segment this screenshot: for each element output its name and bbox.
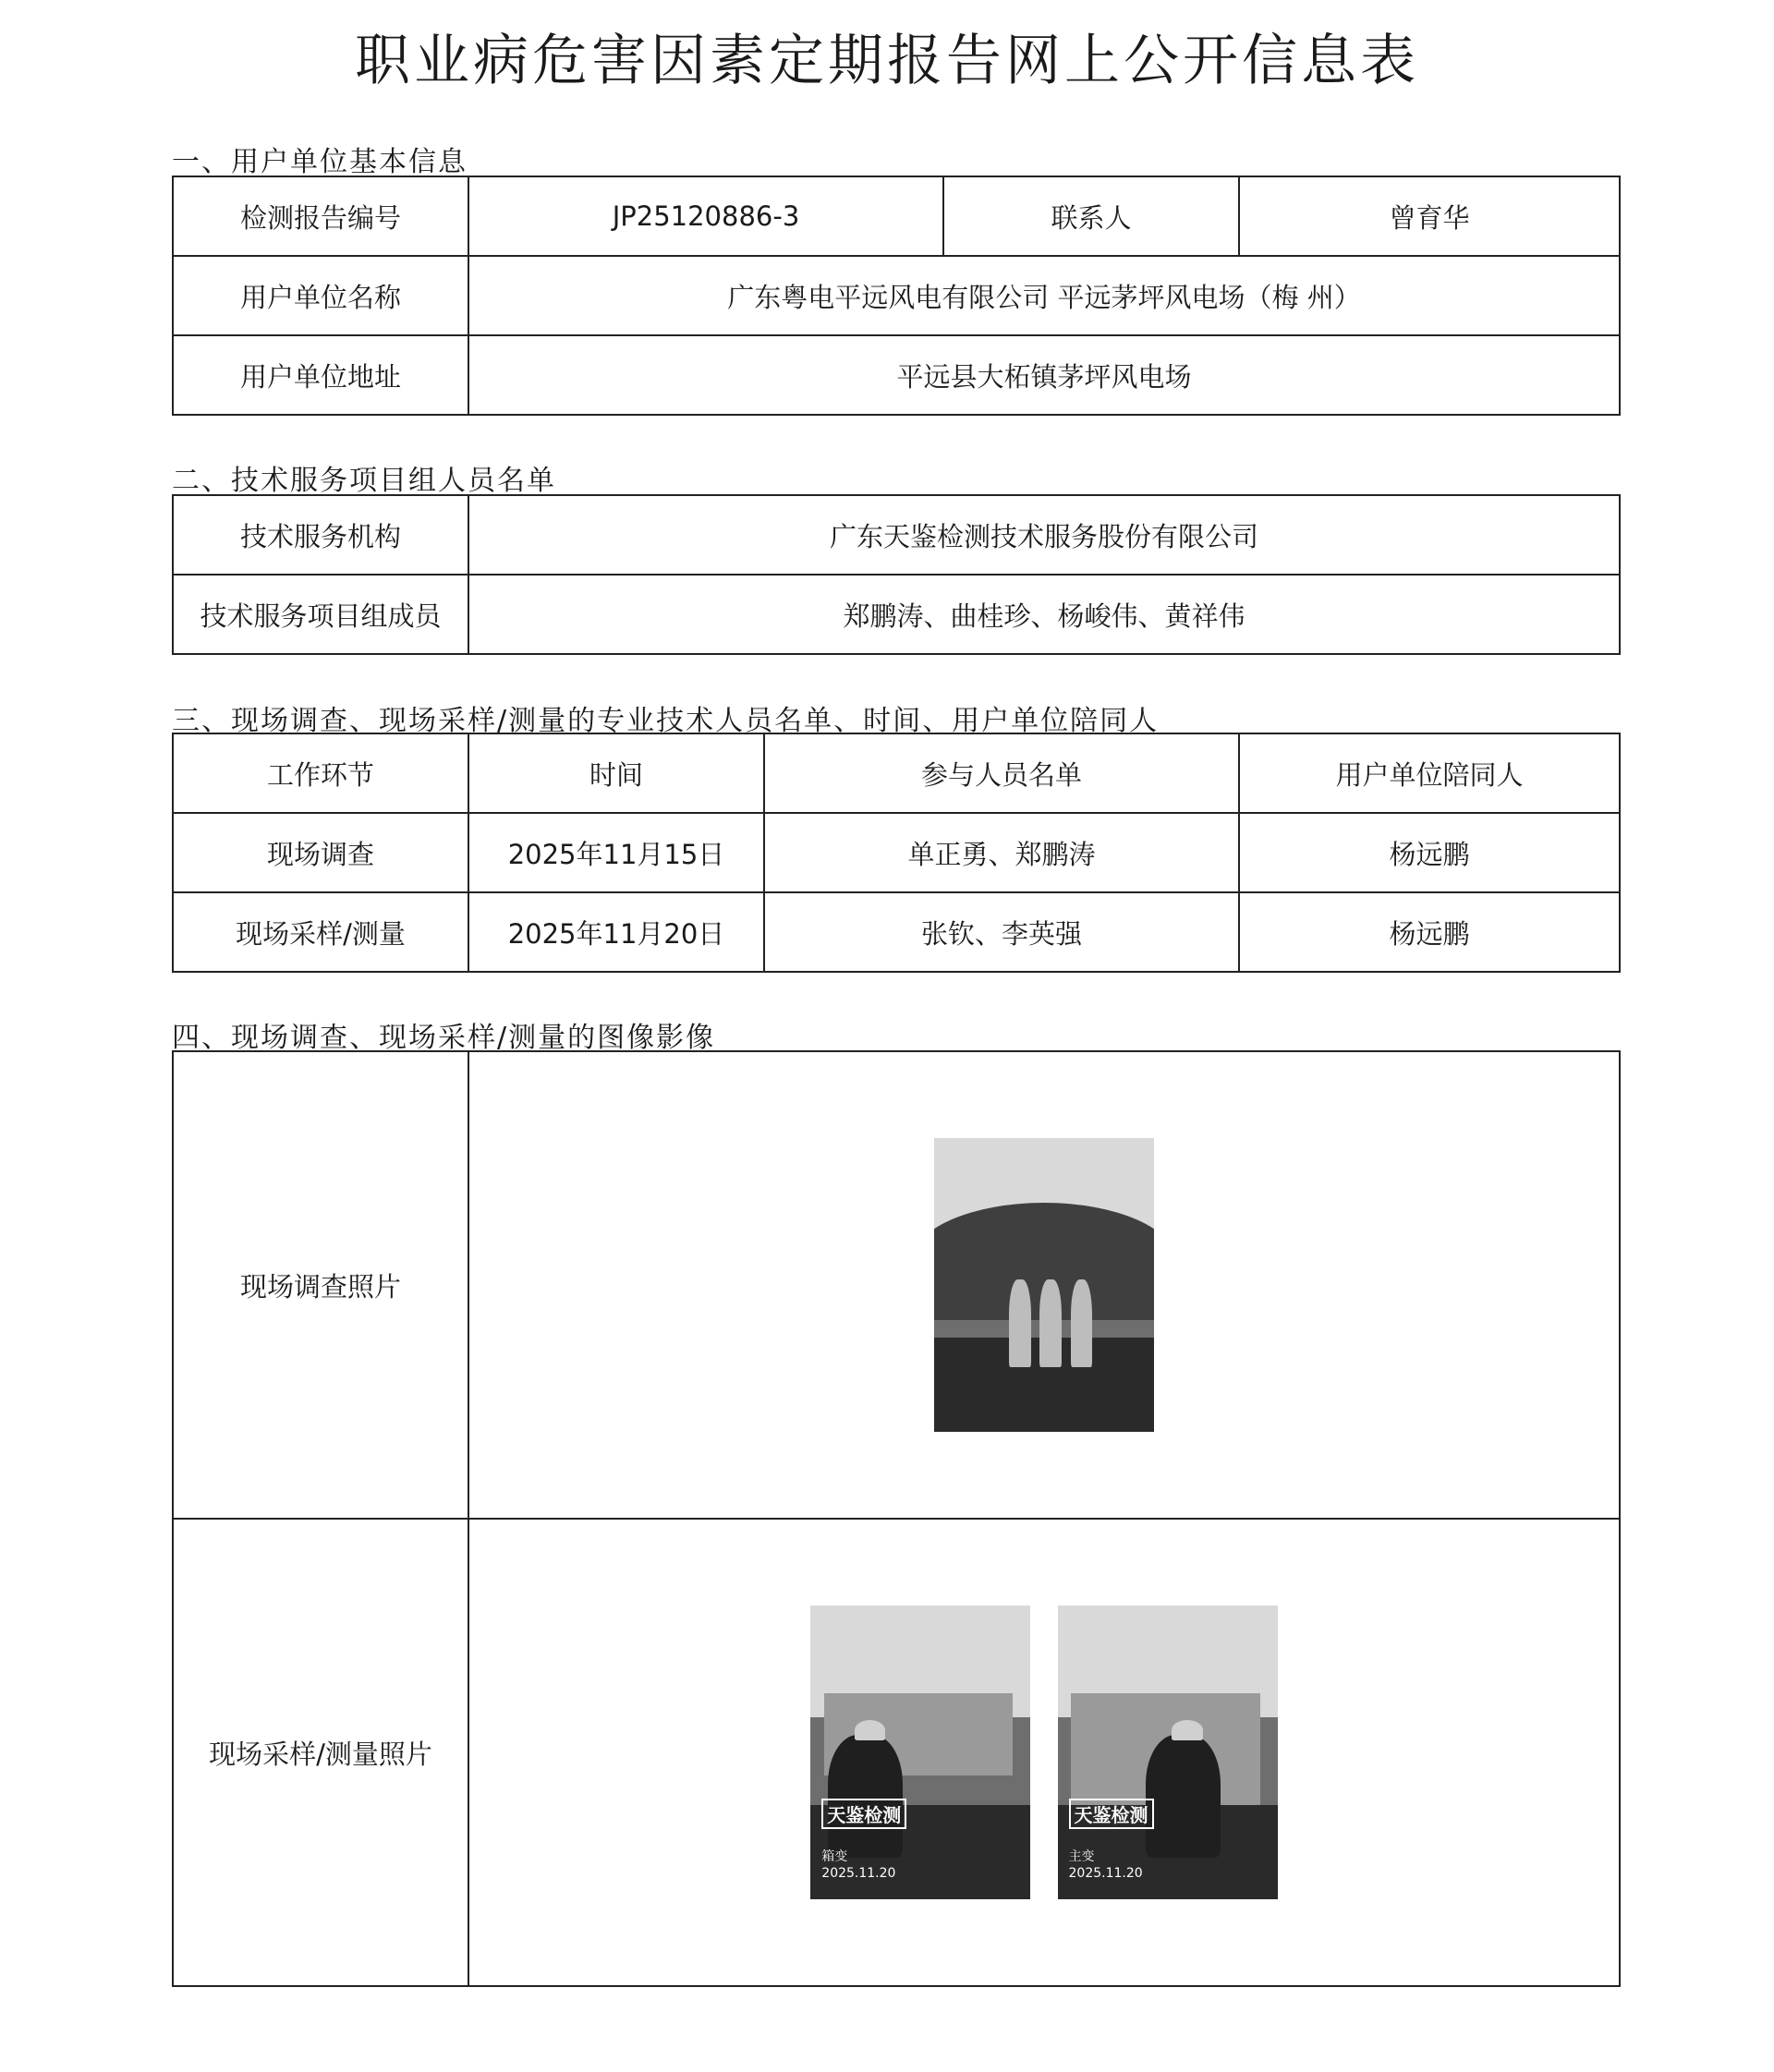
table-row — [173, 813, 1620, 892]
fieldwork-table — [172, 733, 1621, 973]
table-header-row — [173, 733, 1620, 813]
escort-cell: 杨远鹏 — [1239, 892, 1620, 972]
worker-figure — [828, 1735, 903, 1859]
table-row — [173, 335, 1620, 415]
time-cell: 2025年11月20日 — [468, 892, 764, 972]
sampling-photo-main-transformer — [1058, 1605, 1278, 1899]
section3-heading: 三、现场调查、现场采样/测量的专业技术人员名单、时间、用户单位陪同人 — [172, 705, 1160, 737]
members-value: 郑鹏涛、曲桂珍、杨峻伟、黄祥伟 — [468, 575, 1620, 654]
table-row — [173, 1051, 1620, 1519]
person-figure — [1009, 1279, 1031, 1367]
unit-address-label: 用户单位地址 — [173, 335, 468, 415]
photo-date: 2025.11.20 — [821, 1865, 896, 1881]
col-header-escort: 用户单位陪同人 — [1239, 733, 1620, 813]
sampling-photo-label: 现场采样/测量照片 — [173, 1519, 468, 1986]
photos-table — [172, 1050, 1621, 1987]
page-title: 职业病危害因素定期报告网上公开信息表 — [355, 29, 1419, 93]
members-label: 技术服务项目组成员 — [173, 575, 468, 654]
col-header-time: 时间 — [468, 733, 764, 813]
photo-watermark: 天鉴检测 — [821, 1799, 906, 1829]
photo-stamp — [821, 1848, 895, 1882]
photo-date: 2025.11.20 — [1068, 1865, 1143, 1881]
report-no-value: JP25120886-3 — [468, 176, 943, 256]
survey-photo — [934, 1138, 1154, 1432]
unit-name-label: 用户单位名称 — [173, 256, 468, 335]
participants-cell: 张钦、李英强 — [764, 892, 1239, 972]
table-row — [173, 1519, 1620, 1986]
unit-name-value: 广东粤电平远风电有限公司 平远茅坪风电场（梅 州） — [468, 256, 1620, 335]
stage-cell: 现场采样/测量 — [173, 892, 468, 972]
col-header-participants: 参与人员名单 — [764, 733, 1239, 813]
table-row — [173, 575, 1620, 654]
team-table — [172, 494, 1621, 655]
table-row — [173, 176, 1620, 256]
contact-label: 联系人 — [943, 176, 1239, 256]
sampling-photo-box-transformer — [810, 1605, 1030, 1899]
survey-photo-cell — [468, 1051, 1620, 1519]
participants-cell: 单正勇、郑鹏涛 — [764, 813, 1239, 892]
stage-cell: 现场调查 — [173, 813, 468, 892]
unit-info-table — [172, 176, 1621, 416]
photo-watermark: 天鉴检测 — [1069, 1799, 1154, 1829]
helmet — [855, 1720, 885, 1740]
time-cell: 2025年11月15日 — [468, 813, 764, 892]
table-row — [173, 495, 1620, 575]
table-row — [173, 256, 1620, 335]
section2-heading: 二、技术服务项目组人员名单 — [172, 465, 556, 497]
section4-heading: 四、现场调查、现场采样/测量的图像影像 — [172, 1022, 716, 1054]
photo-caption: 箱变 — [821, 1848, 848, 1864]
report-no-label: 检测报告编号 — [173, 176, 468, 256]
table-row — [173, 892, 1620, 972]
org-value: 广东天鉴检测技术服务股份有限公司 — [468, 495, 1620, 575]
person-figure — [1071, 1279, 1093, 1367]
photo-stamp — [1069, 1848, 1143, 1882]
survey-photo-label: 现场调查照片 — [173, 1051, 468, 1519]
unit-address-value: 平远县大柘镇茅坪风电场 — [468, 335, 1620, 415]
col-header-stage: 工作环节 — [173, 733, 468, 813]
worker-figure — [1146, 1735, 1221, 1859]
sampling-photo-cell — [468, 1519, 1620, 1986]
contact-value: 曾育华 — [1239, 176, 1620, 256]
org-label: 技术服务机构 — [173, 495, 468, 575]
photo-caption: 主变 — [1068, 1848, 1095, 1864]
person-figure — [1039, 1279, 1062, 1367]
escort-cell: 杨远鹏 — [1239, 813, 1620, 892]
helmet — [1172, 1720, 1202, 1740]
section1-heading: 一、用户单位基本信息 — [172, 146, 468, 178]
